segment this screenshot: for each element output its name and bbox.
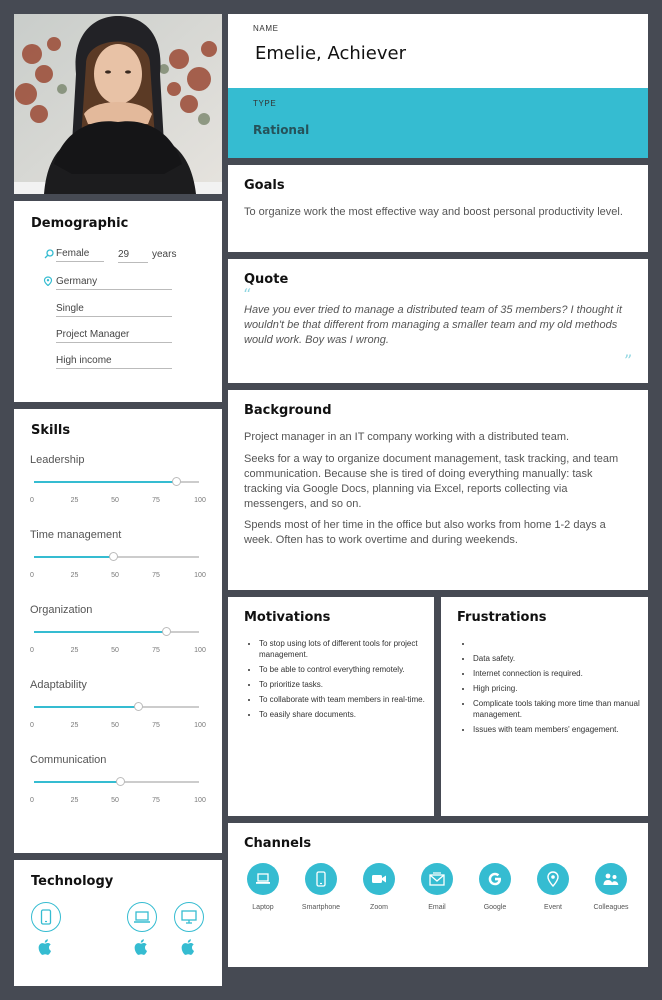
desktop-icon (174, 902, 204, 932)
channel-zoom[interactable] (351, 863, 407, 911)
skill-slider-fill (34, 781, 120, 783)
frustrations-item: • Internet connection is required. (473, 668, 641, 679)
location-field: Germany (56, 276, 172, 290)
channel-label: Zoom (370, 904, 388, 911)
channel-colleagues[interactable] (583, 863, 639, 911)
profile-photo-card (14, 14, 222, 194)
quote-title: Quote (244, 272, 289, 287)
skill-tick-label: 0 (30, 497, 34, 504)
skill-scale (26, 572, 214, 582)
motivations-item: • To collaborate with team members in real-time. (259, 694, 427, 705)
quote-card (228, 259, 648, 383)
skill-slider-handle[interactable] (172, 477, 181, 486)
skill-tick-label: 0 (30, 572, 34, 579)
skill-slider-fill (34, 556, 113, 558)
channel-label: Laptop (252, 904, 274, 911)
persona-type: Rational (253, 123, 310, 137)
skill-tick-label: 100 (194, 647, 206, 654)
motivations-card (228, 597, 434, 816)
income-field: High income (56, 355, 172, 369)
skill-slider-fill (34, 706, 138, 708)
skill-tick-label: 25 (70, 797, 79, 804)
background-paragraph-1: Project manager in an IT company working with a distributed team. (244, 431, 570, 443)
role-field: Project Manager (56, 329, 172, 343)
smartphone-icon (305, 863, 337, 895)
skill-tick-label: 0 (30, 797, 34, 804)
apple-icon (38, 938, 54, 956)
skill-slider[interactable] (34, 781, 199, 783)
frustrations-item (473, 638, 641, 649)
skill-tick-label: 0 (30, 722, 34, 729)
email-icon (421, 863, 453, 895)
apple-icon (181, 938, 197, 956)
skill-tick-label: 25 (70, 722, 79, 729)
skill-tick-label: 75 (152, 497, 160, 504)
skill-label: Leadership (30, 454, 85, 466)
skill-tick-label: 25 (70, 572, 79, 579)
channel-google[interactable] (467, 863, 523, 911)
apple-icon (134, 938, 150, 956)
quote-text: Have you ever tried to manage a distributed team of 35 members? I thought it wouldn't be that different from managing a smaller team and my old methods would work. Boy was I wrong. (244, 304, 622, 346)
skill-slider[interactable] (34, 556, 199, 558)
channels-card (228, 823, 648, 967)
skill-slider[interactable] (34, 481, 199, 483)
frustrations-item: • Issues with team members' engagement. (473, 724, 641, 735)
skill-label: Time management (30, 529, 122, 541)
skill-tick-label: 100 (194, 797, 206, 804)
gender-field: Female (56, 248, 104, 262)
location-pin-icon (43, 276, 53, 286)
skill-slider[interactable] (34, 631, 199, 633)
skill-label: Communication (30, 754, 107, 766)
channel-email[interactable] (409, 863, 465, 911)
smartphone-icon (31, 902, 61, 932)
google-icon (479, 863, 511, 895)
skills-title: Skills (31, 423, 71, 438)
close-quote-icon: ” (624, 351, 633, 370)
skill-slider[interactable] (34, 706, 199, 708)
skill-tick-label: 75 (152, 572, 160, 579)
skill-scale (26, 797, 214, 807)
motivations-title: Motivations (244, 610, 331, 625)
skill-slider-fill (34, 481, 176, 483)
skill-slider-handle[interactable] (134, 702, 143, 711)
skill-slider-fill (34, 631, 166, 633)
location-pin-icon (537, 863, 569, 895)
frustrations-list (461, 638, 641, 739)
frustrations-item: • Data safety. (473, 653, 641, 664)
channel-label: Google (483, 904, 507, 911)
background-card (228, 390, 648, 590)
channel-label: Smartphone (301, 904, 341, 911)
open-quote-icon: “ (243, 285, 252, 304)
frustrations-item: • Complicate tools taking more time than manual management. (473, 698, 641, 720)
video-camera-icon (363, 863, 395, 895)
frustrations-item: • High pricing. (473, 683, 641, 694)
skill-tick-label: 100 (194, 497, 206, 504)
skill-tick-label: 50 (111, 647, 119, 654)
type-band (228, 88, 648, 158)
skill-label: Adaptability (30, 679, 87, 691)
skill-scale (26, 647, 214, 657)
skill-tick-label: 75 (152, 647, 160, 654)
background-paragraph-3: Spends most of her time in the office but also works from home 1-2 days a week. Often has to work overtime and during weekends. (244, 519, 606, 546)
skill-tick-label: 75 (152, 722, 160, 729)
skill-slider-handle[interactable] (116, 777, 125, 786)
goals-card (228, 165, 648, 252)
motivations-list (247, 638, 427, 724)
frustrations-card (441, 597, 648, 816)
channel-label: Colleagues (593, 904, 629, 911)
skill-label: Organization (30, 604, 93, 616)
channel-label: Email (428, 904, 446, 911)
skill-slider-handle[interactable] (109, 552, 118, 561)
skill-tick-label: 50 (111, 722, 119, 729)
laptop-icon (247, 863, 279, 895)
channel-laptop[interactable] (235, 863, 291, 911)
name-label: NAME (253, 24, 279, 33)
channel-event[interactable] (525, 863, 581, 911)
persona-name: Emelie, Achiever (255, 43, 407, 64)
profile-photo (14, 14, 222, 194)
laptop-icon (127, 902, 157, 932)
skill-tick-label: 50 (111, 797, 119, 804)
skill-tick-label: 50 (111, 572, 119, 579)
demographic-card (14, 201, 222, 402)
goals-title: Goals (244, 178, 285, 193)
demographic-title: Demographic (31, 216, 129, 231)
motivations-item: • To stop using lots of different tools for project management. (259, 638, 427, 660)
skills-card (14, 409, 222, 853)
frustrations-title: Frustrations (457, 610, 547, 625)
background-paragraph-2: Seeks for a way to organize document management, task tracking, and team communication. Because she is tired of doing everything manually: task tracking via Google Docs, planning via Excel, reports collecting via messengers, and so on. (244, 453, 619, 510)
age-unit: years (152, 249, 177, 260)
motivations-item: • To prioritize tasks. (259, 679, 427, 690)
status-field: Single (56, 303, 172, 317)
name-card (228, 14, 648, 158)
skill-tick-label: 25 (70, 647, 79, 654)
technology-card (14, 860, 222, 986)
type-label: TYPE (253, 99, 277, 108)
goals-text: To organize work the most effective way and boost personal productivity level. (244, 206, 623, 218)
skill-tick-label: 50 (111, 497, 119, 504)
skill-scale (26, 722, 214, 732)
channel-label: Event (544, 904, 562, 911)
skill-slider-handle[interactable] (162, 627, 171, 636)
technology-title: Technology (31, 874, 114, 889)
skill-tick-label: 100 (194, 572, 206, 579)
channel-smartphone[interactable] (293, 863, 349, 911)
channels-title: Channels (244, 836, 312, 851)
background-title: Background (244, 403, 332, 418)
motivations-item: • To be able to control everything remotely. (259, 664, 427, 675)
skill-scale (26, 497, 214, 507)
motivations-item: • To easily share documents. (259, 709, 427, 720)
skill-tick-label: 25 (70, 497, 79, 504)
skill-tick-label: 75 (152, 797, 160, 804)
people-icon (595, 863, 627, 895)
search-icon (44, 249, 54, 259)
age-field: 29 (118, 249, 148, 263)
skill-tick-label: 100 (194, 722, 206, 729)
skill-tick-label: 0 (30, 647, 34, 654)
